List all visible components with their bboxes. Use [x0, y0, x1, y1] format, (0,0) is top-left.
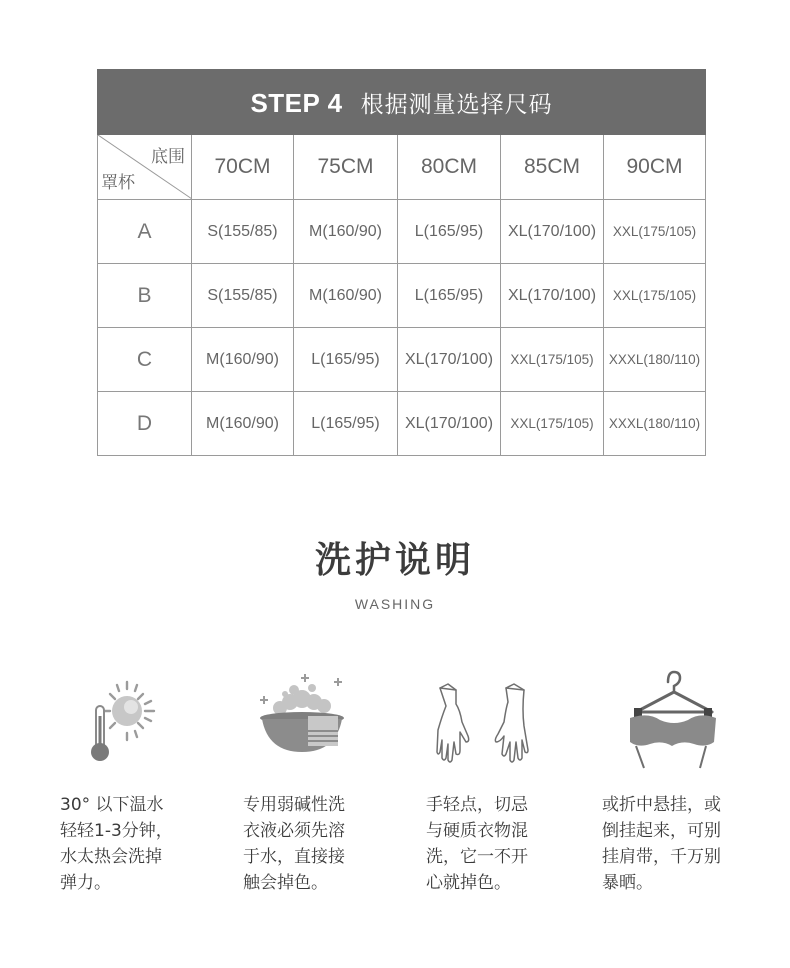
size-cell: L(165/95)	[398, 200, 501, 264]
care-line: 触会掉色。	[243, 873, 328, 893]
step-label: STEP 4	[250, 87, 343, 118]
care-line: 30° 以下温水	[60, 795, 164, 815]
care-line: 手轻点，切忌	[426, 795, 528, 815]
size-cell: M(160/90)	[294, 264, 398, 328]
size-cell: S(155/85)	[192, 200, 294, 264]
care-line: 或折中悬挂，或	[602, 795, 721, 815]
size-chart-title: 根据测量选择尺码	[360, 91, 553, 118]
care-line: 挂肩带，千万别	[602, 847, 721, 867]
band-size-row	[98, 135, 706, 200]
size-cell: XXL(175/105)	[501, 328, 604, 392]
size-cell: S(155/85)	[192, 264, 294, 328]
care-line: 暴晒。	[602, 873, 653, 893]
cup-axis-label: 罩杯	[101, 173, 135, 193]
band-axis-label: 底围	[151, 147, 185, 167]
cup-label: B	[98, 264, 192, 328]
size-cell: M(160/90)	[294, 200, 398, 264]
size-cell: L(165/95)	[294, 328, 398, 392]
size-chart-title-cell	[98, 70, 706, 135]
cup-row-c	[98, 328, 706, 392]
band-size-header: 90CM	[604, 135, 706, 200]
cup-label: D	[98, 392, 192, 456]
care-text-detergent	[243, 792, 403, 896]
size-cell: XXL(175/105)	[501, 392, 604, 456]
size-cell: M(160/90)	[192, 328, 294, 392]
care-line: 于水，直接接	[243, 847, 345, 867]
size-chart-table	[97, 69, 706, 456]
cup-label: A	[98, 200, 192, 264]
cup-row-a	[98, 200, 706, 264]
band-size-header: 75CM	[294, 135, 398, 200]
size-cell: XXXL(180/110)	[604, 392, 706, 456]
size-cell: M(160/90)	[192, 392, 294, 456]
wash-basin-icon	[258, 672, 348, 756]
cup-label: C	[98, 328, 192, 392]
care-line: 轻轻1-3分钟，	[60, 821, 173, 841]
band-size-header: 85CM	[501, 135, 604, 200]
care-line: 弹力。	[60, 873, 111, 893]
care-line: 心就掉色。	[426, 873, 511, 893]
care-text-water-temperature	[60, 792, 220, 896]
size-cell: XL(170/100)	[501, 264, 604, 328]
care-line: 专用弱碱性洗	[243, 795, 345, 815]
size-cell: XL(170/100)	[398, 392, 501, 456]
care-text-drying	[602, 792, 762, 896]
care-line: 倒挂起来，可别	[602, 821, 721, 841]
size-cell: L(165/95)	[294, 392, 398, 456]
size-cell: XL(170/100)	[398, 328, 501, 392]
band-size-header: 70CM	[192, 135, 294, 200]
washing-subtitle: WASHING	[354, 596, 436, 612]
care-line: 水太热会洗掉	[60, 847, 162, 867]
washing-title: 洗护说明	[314, 540, 475, 581]
cup-row-d	[98, 392, 706, 456]
size-cell: XXXL(180/110)	[604, 328, 706, 392]
size-chart-header	[98, 70, 706, 135]
thermometer-sun-icon	[85, 676, 165, 766]
corner-cell	[98, 135, 192, 200]
band-size-header: 80CM	[398, 135, 501, 200]
size-cell: XL(170/100)	[501, 200, 604, 264]
size-cell: L(165/95)	[398, 264, 501, 328]
care-text-hand-wash	[426, 792, 586, 896]
care-line: 洗，它一不开	[426, 847, 528, 867]
care-line: 衣液必须先溶	[243, 821, 345, 841]
hand-wash-icon	[434, 680, 532, 768]
care-line: 与硬质衣物混	[426, 821, 528, 841]
cup-row-b	[98, 264, 706, 328]
size-cell: XXL(175/105)	[604, 200, 706, 264]
size-cell: XXL(175/105)	[604, 264, 706, 328]
hanger-bra-icon	[624, 668, 716, 774]
